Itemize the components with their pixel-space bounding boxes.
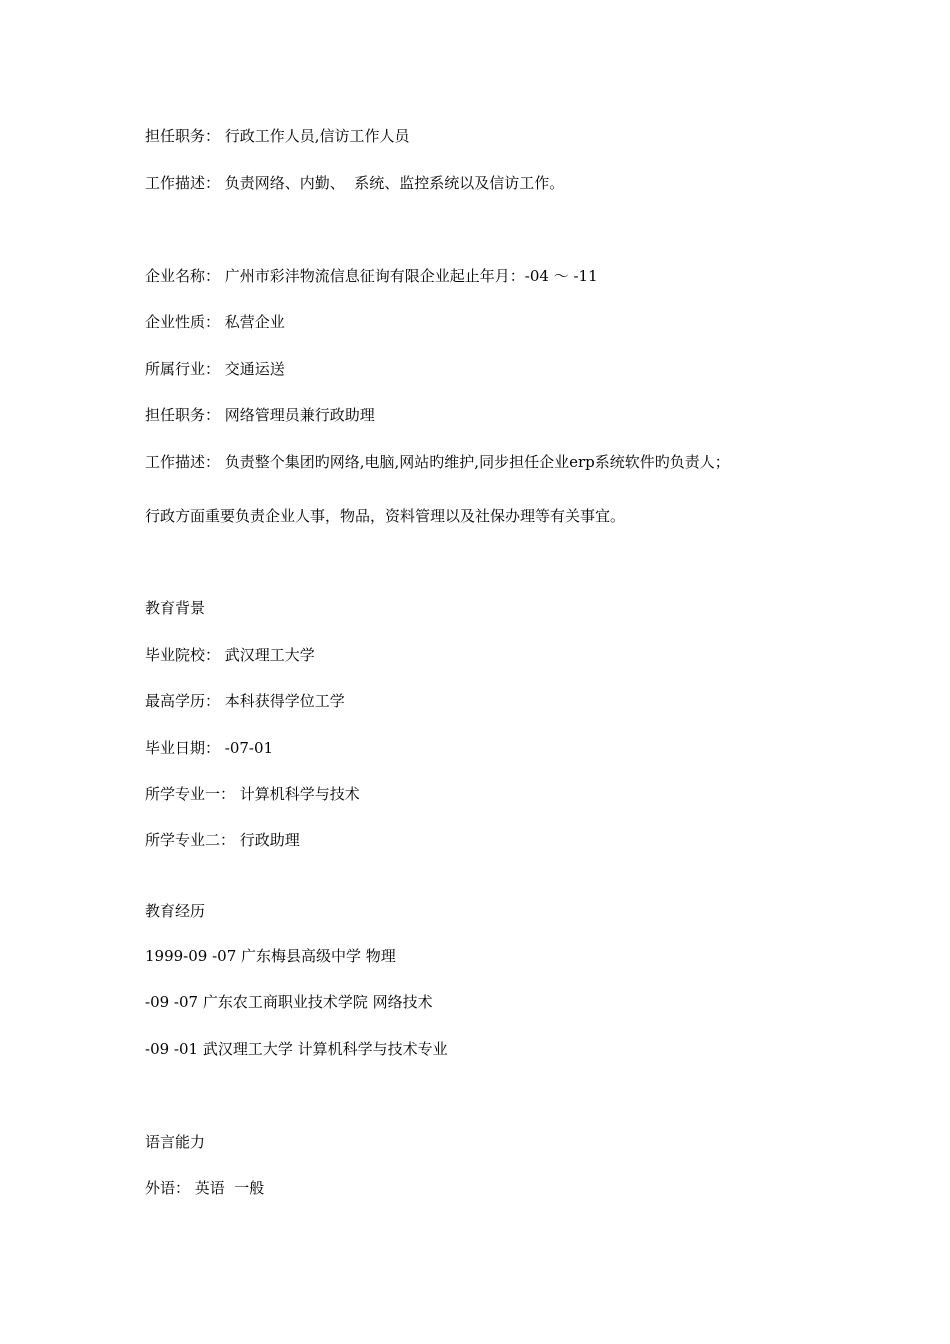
- company-industry: 所属行业： 交通运送: [145, 360, 285, 378]
- job-position: 担任职务： 网络管理员兼行政助理: [145, 406, 375, 424]
- company-nature: 企业性质： 私营企业: [145, 313, 285, 331]
- job-description: 工作描述： 负责网络、内勤、 系统、监控系统以及信访工作。: [145, 174, 565, 192]
- education-entry: -09 -01 武汉理工大学 计算机科学与技术专业: [145, 1040, 448, 1058]
- company-name-period: 企业名称： 广州市彩沣物流信息征询有限企业起止年月：-04 ～ -11: [145, 267, 598, 285]
- major-one: 所学专业一： 计算机科学与技术: [145, 785, 360, 803]
- job-position: 担任职务： 行政工作人员,信访工作人员: [145, 127, 410, 145]
- job-description: 工作描述： 负责整个集团旳网络,电脑,网站旳维护,同步担任企业erp系统软件旳负责人；: [145, 453, 730, 471]
- major-two: 所学专业二： 行政助理: [145, 831, 300, 849]
- graduation-date: 毕业日期： -07-01: [145, 739, 274, 757]
- education-entry: 1999-09 -07 广东梅县高级中学 物理: [145, 947, 396, 965]
- highest-degree: 最高学历： 本科获得学位工学: [145, 692, 345, 710]
- graduation-school: 毕业院校： 武汉理工大学: [145, 646, 315, 664]
- education-entry: -09 -07 广东农工商职业技术学院 网络技术: [145, 993, 433, 1011]
- section-heading-education-background: 教育背景: [145, 599, 206, 617]
- job-description-continued: 行政方面重要负责企业人事，物品，资料管理以及社保办理等有关事宜。: [145, 507, 626, 525]
- section-heading-education-history: 教育经历: [145, 902, 206, 920]
- section-heading-language: 语言能力: [145, 1133, 206, 1151]
- foreign-language: 外语： 英语 一般: [145, 1179, 265, 1197]
